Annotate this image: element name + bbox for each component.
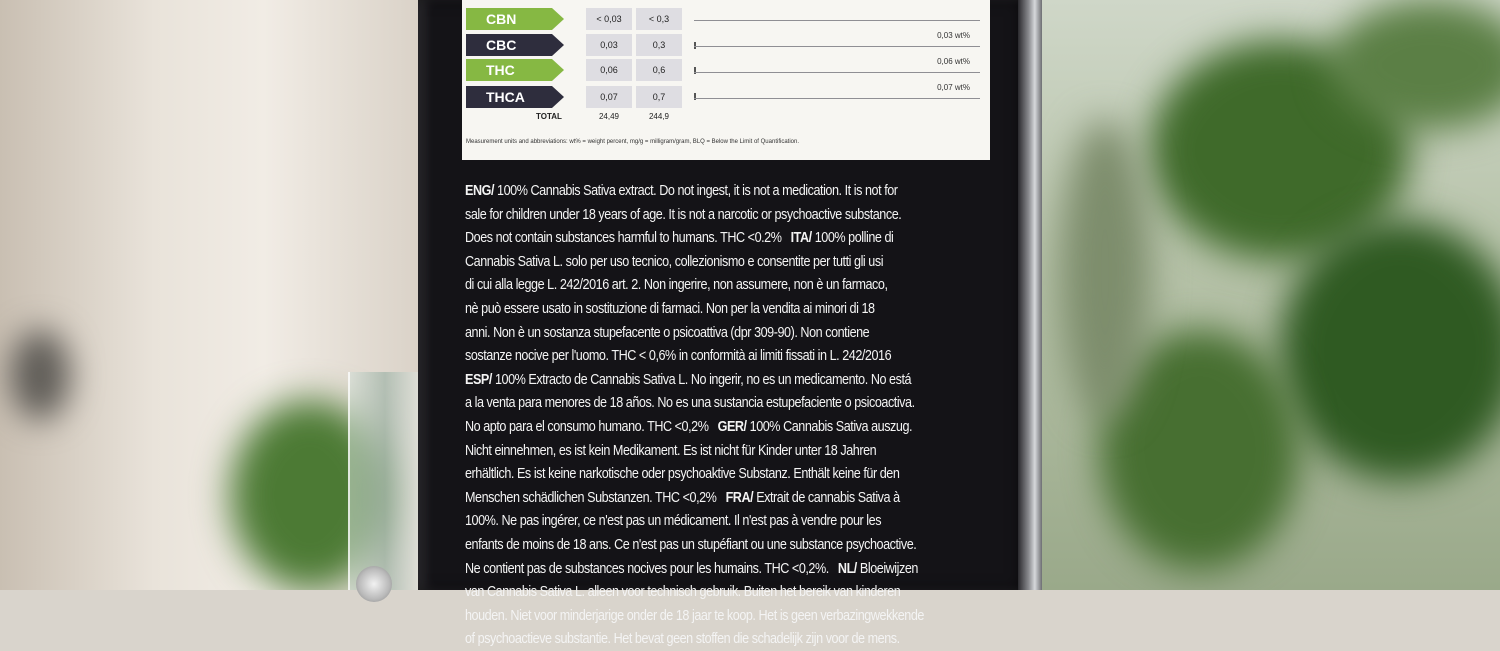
table-row (466, 8, 686, 30)
disclaimer-text: 100% polline di (811, 229, 894, 247)
cannabinoid-tag (466, 59, 564, 81)
disclaimer-text: No apto para el consumo humano. THC <0,2% (465, 417, 718, 435)
concentration-bars (690, 0, 980, 122)
cannabinoid-tag (466, 86, 564, 108)
disclaimer-line (465, 297, 1005, 321)
disclaimer-line (465, 580, 1005, 604)
mg-cell: < 0,3 (636, 8, 682, 30)
screw-icon (356, 566, 392, 602)
leaf-blur (1060, 120, 1150, 420)
disclaimer-line (465, 321, 1005, 345)
bar-label: 0,07 wt% (937, 83, 970, 92)
package-edge (1018, 0, 1042, 590)
disclaimer-line (465, 557, 1005, 581)
disclaimer-line (465, 273, 1005, 297)
disclaimer-text: Ne contient pas de substances nocives pour les humains. THC <0,2%. (465, 559, 838, 577)
disclaimer-text: sostanze nocive per l'uomo. THC < 0,6% in conformità ai limiti fissati in L. 242/2016 (465, 347, 892, 365)
mg-cell: 0,6 (636, 59, 682, 81)
acrylic-stand (348, 372, 420, 590)
total-wt: 24,49 (598, 112, 620, 121)
disclaimer-text: erhältlich. Es ist keine narkotische oder psychoaktive Substanz. Enthält keine für den (465, 465, 900, 483)
disclaimer-text: of psychoactieve substantie. Het bevat geen stoffen die schadelijk zijn voor de mens. (465, 630, 900, 648)
disclaimer-text: enfants de moins de 18 ans. Ce n'est pas un stupéfiant ou une substance psychoactive. (465, 535, 917, 553)
total-mg: 244,9 (648, 112, 670, 121)
disclaimer-line (465, 509, 1005, 533)
language-code: ITA/ (790, 229, 812, 247)
disclaimer-line (465, 391, 1005, 415)
bar-line (694, 98, 980, 99)
disclaimer-text: Cannabis Sativa L. solo per uso tecnico, collezionismo e consentite per tutti gli usi (465, 252, 884, 270)
disclaimer-text: Does not contain substances harmful to humans. THC <0.2% (465, 229, 791, 247)
disclaimer-text: sale for children under 18 years of age. It is not a narcotic or psychoactive substance. (465, 205, 902, 223)
wt-cell: < 0,03 (586, 8, 632, 30)
language-code: ESP/ (465, 370, 492, 388)
mg-cell: 0,7 (636, 86, 682, 108)
disclaimer-text: 100%. Ne pas ingérer, ce n'est pas un médicament. Il n'est pas à vendre pour les (465, 512, 882, 530)
disclaimer-text: 100% Extracto de Cannabis Sativa L. No ingerir, no es un medicamento. No está (491, 370, 912, 388)
disclaimer-text: Bloeiwijzen (856, 559, 918, 577)
shadow-blur (10, 330, 70, 420)
disclaimer-text: 100% Cannabis Sativa extract. Do not ingest, it is not a medication. It is not for (493, 182, 898, 199)
lab-analysis-card (462, 0, 990, 160)
disclaimer-text: 100% Cannabis Sativa auszug. (746, 417, 913, 435)
disclaimer-line (465, 486, 1005, 510)
disclaimer-line (465, 344, 1005, 368)
bar-label: 0,06 wt% (937, 57, 970, 66)
disclaimer-text: Menschen schädlichen Substanzen. THC <0,2% (465, 488, 726, 506)
table-row (466, 34, 686, 56)
mg-cell: 0,3 (636, 34, 682, 56)
disclaimer-line (465, 533, 1005, 557)
wt-cell: 0,03 (586, 34, 632, 56)
disclaimer-line (465, 179, 1005, 203)
multilingual-disclaimer (465, 179, 1005, 651)
bar-line (694, 46, 980, 47)
bar-label: 0,03 wt% (937, 31, 970, 40)
total-label: TOTAL (536, 112, 562, 121)
disclaimer-line (465, 415, 1005, 439)
disclaimer-line (465, 250, 1005, 274)
language-code: ENG/ (465, 182, 494, 199)
wt-cell: 0,07 (586, 86, 632, 108)
disclaimer-text: di cui alla legge L. 242/2016 art. 2. Non ingerire, non assumere, non è un farmaco, (465, 276, 888, 294)
cannabinoid-name: CBC (486, 37, 517, 53)
cannabinoid-name: THCA (486, 89, 525, 105)
bar-line (694, 72, 980, 73)
disclaimer-text: a la venta para menores de 18 años. No es una sustancia estupefaciente o psicoactiva. (465, 394, 915, 412)
cannabinoid-name: CBN (486, 11, 517, 27)
disclaimer-line (465, 368, 1005, 392)
table-row (466, 86, 686, 108)
cannabinoid-tag (466, 8, 564, 30)
disclaimer-line (465, 226, 1005, 250)
disclaimer-text: nè può essere usato in sostituzione di farmaci. Non per la vendita ai minori di 18 (465, 299, 875, 317)
total-row (466, 110, 686, 126)
disclaimer-text: Extrait de cannabis Sativa à (753, 488, 900, 506)
disclaimer-text: anni. Non è un sostanza stupefacente o psicoattiva (dpr 309-90). Non contiene (465, 323, 870, 341)
disclaimer-text: van Cannabis Sativa L. alleen voor technisch gebruik. Buiten het bereik van kinderen (465, 583, 901, 601)
disclaimer-line (465, 604, 1005, 628)
disclaimer-line (465, 439, 1005, 463)
disclaimer-text: houden. Niet voor minderjarige onder de 18 jaar te koop. Het is geen verbazingwekkende (465, 606, 924, 624)
cannabinoid-tag (466, 34, 564, 56)
disclaimer-line (465, 462, 1005, 486)
cannabinoid-name: THC (486, 62, 515, 78)
disclaimer-line (465, 203, 1005, 227)
disclaimer-line (465, 627, 1005, 651)
language-code: GER/ (717, 417, 747, 435)
table-row (466, 59, 686, 81)
language-code: NL/ (837, 559, 857, 577)
wt-cell: 0,06 (586, 59, 632, 81)
units-footnote: Measurement units and abbreviations: wt% = weight percent, mg/g = milligram/gram, BLQ = Below the Limit of Quantification. (466, 139, 799, 145)
language-code: FRA/ (725, 488, 754, 506)
bar-line (694, 20, 980, 21)
disclaimer-text: Nicht einnehmen, es ist kein Medikament. Es ist nicht für Kinder unter 18 Jahren (465, 441, 877, 459)
